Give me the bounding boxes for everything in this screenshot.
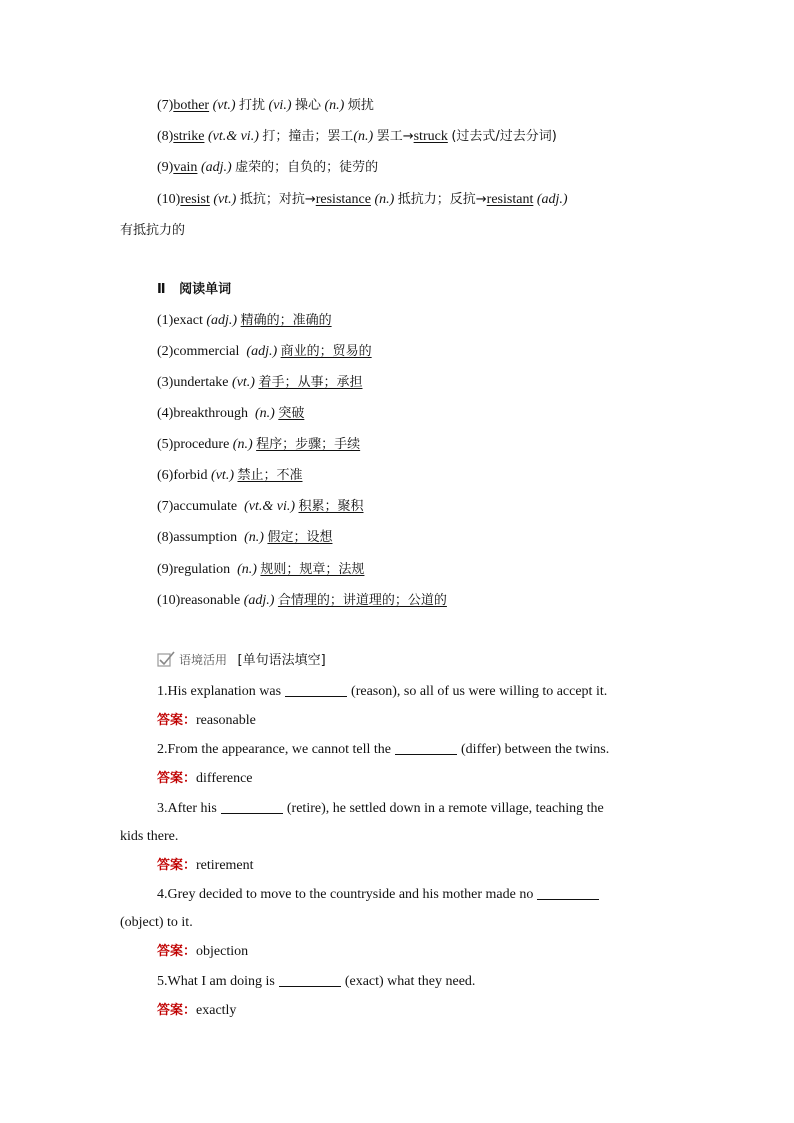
vocab-a-row-7: (7)bother (vt.) 打扰 (vi.) 操心 (n.) 烦扰 — [157, 98, 374, 113]
vocab-b-row: (5)procedure (n.) 程序；步骤；手续 — [157, 437, 361, 452]
vocab-a-row-10-cont: 有抵抗力的 — [120, 223, 186, 238]
vocab-b-row: (7)accumulate (vt.& vi.) 积累；聚积 — [157, 499, 364, 514]
exercise-header — [157, 650, 326, 671]
answer-blank[interactable] — [395, 740, 457, 755]
answer-blank[interactable] — [537, 885, 599, 900]
question-4: 4.Grey decided to move to the countryside and his mother made no — [157, 885, 603, 905]
question-1: 1.His explanation was (reason), so all of us were willing to accept it. — [157, 684, 608, 699]
answer-1: 答案：reasonable — [157, 713, 256, 728]
answer-blank[interactable] — [221, 799, 283, 814]
question-5: 5.What I am doing is (exact) what they need. — [157, 974, 476, 989]
question-3-cont: kids there. — [120, 829, 179, 844]
answer-4: 答案：objection — [157, 944, 249, 959]
question-2: 2.From the appearance, we cannot tell the (differ) between the twins. — [157, 742, 610, 757]
answer-5: 答案：exactly — [157, 1003, 237, 1018]
section-2-heading — [157, 280, 231, 300]
answer-blank[interactable] — [285, 682, 347, 697]
vocab-b-row: (2)commercial (adj.) 商业的；贸易的 — [157, 344, 372, 359]
exercise-title: [单句语法填空] — [237, 653, 326, 668]
question-3: 3.After his (retire), he settled down in a remote village, teaching the — [157, 801, 604, 816]
vocab-b-row: (3)undertake (vt.) 着手；从事；承担 — [157, 375, 363, 390]
vocab-b-row: (1)exact (adj.) 精确的；准确的 — [157, 313, 332, 328]
vocab-b-row: (6)forbid (vt.) 禁止；不准 — [157, 468, 303, 483]
answer-blank[interactable] — [279, 972, 341, 987]
vocab-b-row: (9)regulation (n.) 规则；规章；法规 — [157, 562, 365, 577]
vocab-b-row: (10)reasonable (adj.) 合情理的；讲道理的；公道的 — [157, 593, 447, 608]
exercise-tag: 语境活用 — [179, 653, 228, 667]
answer-3: 答案：retirement — [157, 858, 254, 873]
vocab-b-row: (4)breakthrough (n.) 突破 — [157, 406, 305, 421]
answer-2: 答案：difference — [157, 771, 253, 786]
check-icon — [157, 651, 175, 667]
vocab-b-row: (8)assumption (n.) 假定；设想 — [157, 530, 333, 545]
question-4-cont: (object) to it. — [120, 915, 193, 930]
vocab-a-row-8: (8)strike (vt.& vi.) 打；撞击；罢工(n.) 罢工→struck (过去式/过去分词) — [157, 129, 557, 144]
section-2-title: 阅读单词 — [179, 282, 232, 297]
vocab-a-row-10: (10)resist (vt.) 抵抗；对抗→resistance (n.) 抵抗力；反抗→resistant (adj.) — [157, 192, 568, 207]
section-2-roman: Ⅱ — [157, 282, 166, 297]
vocab-a-row-9: (9)vain (adj.) 虚荣的；自负的；徒劳的 — [157, 160, 379, 175]
